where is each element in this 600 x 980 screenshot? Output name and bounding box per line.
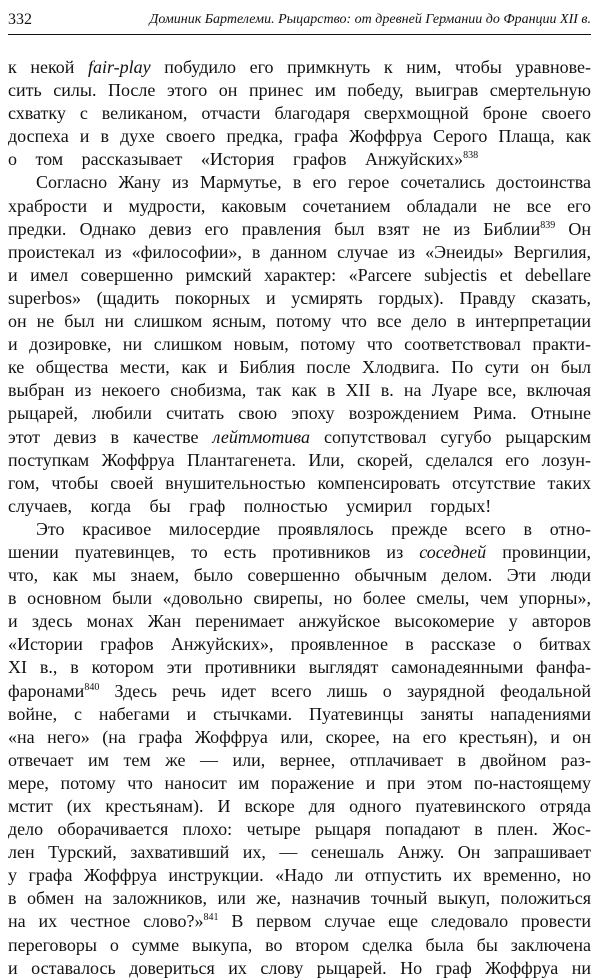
text-run: случаев, когда бы граф полностью усмирил гордых!: [8, 495, 492, 516]
text-line: [8, 910, 591, 933]
text-line: [8, 56, 591, 79]
text-run: сопутствовал сугубо рыцарским: [310, 426, 591, 447]
footnote-ref: 839: [540, 219, 556, 231]
italic-text: соседней: [419, 541, 487, 562]
text-run: о том рассказывает «История графов Анжуйских»: [8, 149, 464, 170]
text-line: [8, 356, 591, 379]
text-line: [8, 264, 591, 287]
text-line: [8, 934, 591, 957]
body-text: [8, 56, 591, 980]
text-line: [8, 102, 591, 125]
text-line: [8, 218, 591, 241]
italic-text: fair-play: [88, 57, 151, 77]
text-line: [8, 518, 591, 541]
text-run: что, как мы знаем, было совершенно обычным делом. Эти люди: [8, 565, 591, 586]
text-run: «Истории графов Анжуйских», проявленное в рассказе о битвах: [8, 634, 591, 655]
text-line: [8, 772, 591, 795]
text-line: [8, 79, 591, 102]
text-line: [8, 726, 591, 749]
text-line: [8, 749, 591, 772]
text-run: он не был ни слишком ясным, потому что все дело в интерпретации: [8, 311, 591, 332]
text-run: рыцарей, любили считать свою эпоху возрождением Рима. Отныне: [8, 403, 591, 424]
text-line: [8, 310, 591, 333]
text-run: Согласно Жану из Мармутье, в его герое сочетались достоинства: [36, 172, 591, 193]
text-run: сить силы. После этого он принес им победу, выиграв смертельную: [8, 80, 591, 101]
text-run: провинции,: [486, 541, 591, 562]
text-run: в обмен на заложников, или же, назначив точный выкуп, положиться: [8, 888, 591, 909]
text-line: [8, 171, 591, 194]
text-run: выбран из некоего снобизма, так как в XII в. на Луаре все, включая: [8, 380, 591, 401]
text-line: [8, 957, 591, 980]
text-run: шении пуатевинцев, то есть противников из: [8, 541, 420, 562]
text-run: фаронами: [8, 680, 85, 701]
text-run: мстит (их крестьянам). И вскоре для одного пуатевинского отряда: [8, 796, 591, 816]
text-run: к некой: [8, 57, 89, 77]
footnote-ref: 840: [84, 681, 100, 693]
italic-text: лейтмотива: [212, 426, 310, 447]
text-line: [8, 587, 591, 610]
text-run: войне, с набегами и стычками. Пуатевинцы заняты нападениями: [8, 703, 591, 724]
page-header: [8, 8, 591, 35]
text-run: гом, чтобы своей внушительностью компенсировать отсутствие таких: [8, 472, 591, 493]
text-line: [8, 564, 591, 587]
text-run: у графа Жоффруа инструкции. «Надо ли отпустить их временно, но: [8, 865, 591, 886]
text-run: и здесь монах Жан перенимает анжуйское высокомерие у авторов: [8, 611, 591, 632]
text-run: проистекал из «философии», в данном случае из «Энеиды» Вергилия,: [8, 241, 591, 262]
text-line: [8, 818, 591, 841]
text-run: поступкам Жоффруа Плантагенета. Или, скорей, сделался его лозун-: [8, 449, 591, 470]
text-run: схватку с великаном, отчасти благодаря сверхмощной броне своего: [8, 103, 591, 124]
text-line: [8, 841, 591, 864]
text-run: и оставалось довериться их слову рыцарей. Но граф Жоффруа ни: [8, 957, 591, 978]
text-line: [8, 795, 591, 818]
text-line: [8, 379, 591, 402]
text-line: [8, 864, 591, 887]
text-run: переговоры о сумме выкупа, во втором сделка была бы заключена: [8, 934, 591, 955]
text-line: [8, 472, 591, 495]
text-run: superbos» (щадить покорных и усмирять гордых). Правду сказать,: [8, 287, 591, 308]
text-line: [8, 125, 591, 148]
text-run: Здесь речь идет всего лишь о заурядной феодальной: [99, 680, 591, 701]
text-line: [8, 680, 591, 703]
page-number: 332: [8, 11, 32, 28]
text-run: Это красивое милосердие проявлялось прежде всего в отно-: [36, 518, 591, 539]
text-line: [8, 426, 591, 449]
text-line: [8, 402, 591, 425]
text-run: на их честное слово?»: [8, 911, 204, 932]
text-run: мере, потому что наносит им поражение и при этом по-настоящему: [8, 772, 591, 793]
text-run: и дозировке, ни слишком новым, потому что соответствовал практи-: [8, 334, 591, 355]
text-run: отвечает им тем же — или, вернее, отплачивает в двойном раз-: [8, 749, 591, 770]
text-run: в основном были «довольно свирепы, но более смелы, чем упорны»,: [8, 588, 591, 609]
running-title: Доминик Бартелеми. Рыцарство: от древней Германии до Франции XII в.: [149, 12, 591, 27]
text-run: «на него» (на графа Жоффруа или, скорее, на его крестьян), и он: [8, 726, 591, 747]
text-line: [8, 241, 591, 264]
text-line: [8, 148, 591, 171]
text-line: [8, 610, 591, 633]
text-run: Он: [555, 218, 591, 239]
text-line: [8, 195, 591, 218]
text-line: [8, 287, 591, 310]
text-line: [8, 449, 591, 472]
text-line: [8, 333, 591, 356]
text-run: лен Турский, захвативший их, — сенешаль Анжу. Он запрашивает: [8, 842, 591, 863]
text-line: [8, 541, 591, 564]
text-run: предки. Однако девиз его правления был взят не из Библии: [8, 218, 541, 239]
text-run: и имел совершенно римский характер: «Parcere subjectis et debellare: [8, 264, 591, 285]
text-line: [8, 887, 591, 910]
text-run: доспеха и в духе своего предка, графа Жоффруа Серого Плаща, как: [8, 126, 591, 147]
text-line: [8, 703, 591, 726]
text-run: этот девиз в качестве: [8, 426, 213, 447]
text-line: [8, 495, 591, 518]
footnote-ref: 838: [463, 150, 479, 162]
text-run: храбрости и мудрости, каковым сочетанием обладали не все его: [8, 195, 591, 216]
text-line: [8, 656, 591, 679]
text-run: В первом случае еще следовало провести: [218, 911, 591, 932]
text-run: ке общества мести, как и Библия после Хлодвига. По сути он был: [8, 357, 591, 378]
footnote-ref: 841: [203, 912, 219, 924]
text-run: побудило его примкнуть к ним, чтобы уравнове-: [150, 57, 591, 77]
text-line: [8, 633, 591, 656]
text-run: дело оборачивается плохо: четыре рыцаря попадают в плен. Жос-: [8, 819, 591, 840]
text-run: XI в., в котором эти противники выглядят самонадеянными фанфа-: [8, 657, 591, 678]
